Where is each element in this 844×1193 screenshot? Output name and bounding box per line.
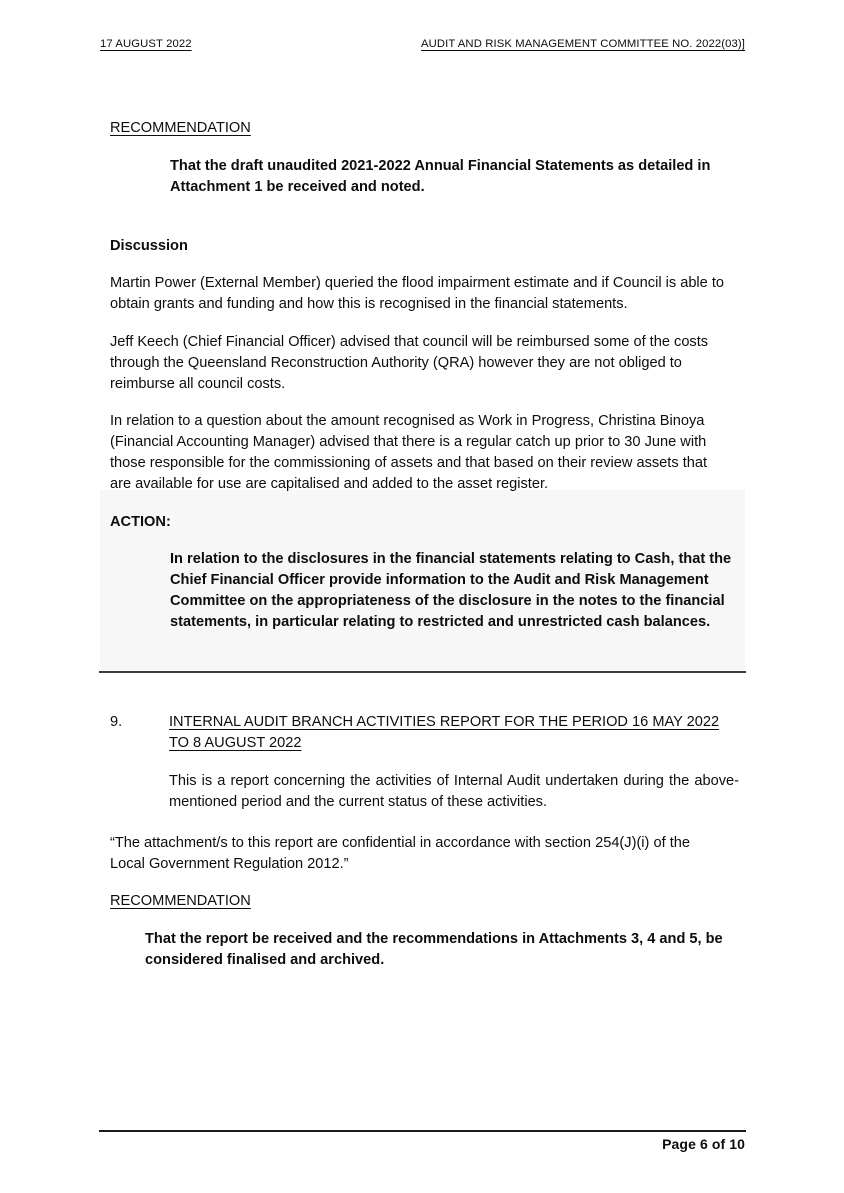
header-committee-reference: AUDIT AND RISK MANAGEMENT COMMITTEE NO. 2022(03)] — [421, 38, 745, 50]
item-9-confidentiality-note: “The attachment/s to this report are confidential in accordance with section 254(J)(i) of the Local Government Regulation 2012.” — [110, 835, 690, 873]
recommendation-body-2: That the report be received and the recommendations in Attachments 3, 4 and 5, be considered finalised and archived. — [145, 931, 723, 969]
item-9-title-text: INTERNAL AUDIT BRANCH ACTIVITIES REPORT FOR THE PERIOD 16 MAY 2022 TO 8 AUGUST 2022 — [169, 714, 720, 751]
footer-divider — [99, 1130, 746, 1132]
action-body: In relation to the disclosures in the financial statements relating to Cash, that the Chief Financial Officer provide information to the Audit and Risk Management Committee on the appropriateness of the disclosure in the notes to the financial statements, in particular relating to restricted and unrestricted cash balances. — [170, 551, 732, 631]
action-label: ACTION: — [110, 514, 171, 530]
footer-page-number: Page 6 of 10 — [662, 1136, 745, 1152]
discussion-paragraph-3: In relation to a question about the amount recognised as Work in Progress, Christina Binoya (Financial Accounting Manager) advised that there is a regular catch up prior to 30 June with those responsible for the commissioning of assets and that based on their review assets that are available for use are capitalised and added to the asset register. — [110, 413, 708, 493]
header-date: 17 AUGUST 2022 — [100, 38, 192, 50]
page-header — [100, 38, 745, 50]
recommendation-body-1: That the draft unaudited 2021-2022 Annual Financial Statements as detailed in Attachment 1 be received and noted. — [170, 158, 711, 196]
action-section-divider — [99, 671, 746, 673]
recommendation-heading-1 — [110, 118, 750, 139]
discussion-paragraph-1: Martin Power (External Member) queried the flood impairment estimate and if Council is able to obtain grants and funding and how this is recognised in the financial statements. — [110, 275, 725, 313]
recommendation-heading-1-text: RECOMMENDATION — [110, 120, 251, 136]
recommendation-heading-2 — [110, 891, 750, 912]
item-9-number: 9. — [110, 714, 123, 730]
discussion-heading: Discussion — [110, 238, 188, 254]
discussion-paragraph-2: Jeff Keech (Chief Financial Officer) advised that council will be reimbursed some of the costs through the Queensland Reconstruction Authority (QRA) however they are not obliged to reimburse all council costs. — [110, 334, 709, 393]
item-9-title — [169, 712, 731, 753]
item-9-summary: This is a report concerning the activities of Internal Audit undertaken during the above-mentioned period and the current status of these activities. — [169, 773, 739, 811]
recommendation-heading-2-text: RECOMMENDATION — [110, 893, 251, 909]
